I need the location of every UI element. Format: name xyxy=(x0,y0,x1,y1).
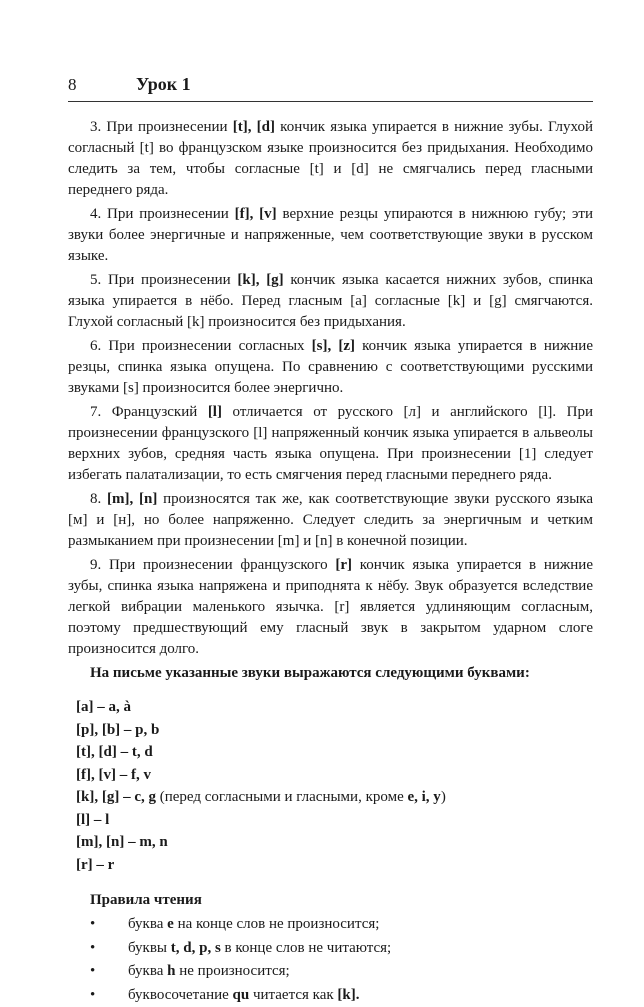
bold-text: e, i, y xyxy=(407,789,440,805)
paragraph-f-v xyxy=(68,204,593,267)
sound-letter-item xyxy=(76,809,593,832)
text-run: кончик языка упирается в нижние зубы, спинка языка напряжена и приподнята к нёбу. Звук образуется вследствие легкой вибрации маленького язычка. [r] является удлиняющим согласным, поэтому предшествующий ему гласный звук в закрытом ударном слоге произносится долго. xyxy=(68,557,593,657)
text-run: читается как xyxy=(249,987,337,1003)
paragraph-m-n xyxy=(68,489,593,552)
reading-rules-title: Правила чтения xyxy=(90,890,593,911)
reading-rule-item xyxy=(68,984,593,1007)
paragraph-l xyxy=(68,402,593,486)
text-run: кончик языка упирается в нижние зубы. Глухой согласный [t] во французском языке произносится без придыхания. Необходимо следить за тем, чтобы согласные [t] и [d] не смягчались перед гласными переднего ряда. xyxy=(68,119,593,198)
text-run: 9. При произнесении французского xyxy=(90,557,335,573)
text-run: не произносится; xyxy=(175,963,289,979)
bullet-icon: • xyxy=(90,960,95,984)
sound-letter-item xyxy=(76,764,593,787)
bold-text: [p], [b] – p, b xyxy=(76,722,159,738)
text-run: буквосочетание xyxy=(128,987,233,1003)
bold-text: [l] xyxy=(208,404,222,420)
bullet-icon: • xyxy=(90,937,95,961)
text-run: буква xyxy=(128,963,167,979)
reading-rule-item xyxy=(68,937,593,961)
text-run: произносятся так же, как соответствующие звуки русского языка [м] и [н], но более напряженно. Следует следить за энергичным и четким размыканием при произнесении [m] и [n] в конечной позиции. xyxy=(68,491,593,549)
text-run: буквы xyxy=(128,940,171,956)
text-run: 7. Французский xyxy=(90,404,208,420)
bold-text: h xyxy=(167,963,175,979)
text-run: буква xyxy=(128,916,167,932)
text-run: 8. xyxy=(90,491,107,507)
paragraph-s-z xyxy=(68,336,593,399)
bold-text: [t], [d] xyxy=(233,119,275,135)
bold-text: [t], [d] – t, d xyxy=(76,744,153,760)
text-run: 4. При произнесении xyxy=(90,206,235,222)
paragraph-r xyxy=(68,555,593,660)
reading-rules-list xyxy=(68,913,593,1007)
bold-text: [l] – l xyxy=(76,812,109,828)
bold-text: [s], [z] xyxy=(312,338,355,354)
text-run: на конце слов не произносится; xyxy=(174,916,380,932)
text-run: ) xyxy=(441,789,446,805)
bold-text: [k], [g] xyxy=(237,272,283,288)
lesson-title: Урок 1 xyxy=(136,74,191,94)
bullet-icon: • xyxy=(90,913,95,937)
bold-text: [k]. xyxy=(337,987,359,1003)
reading-rule-item xyxy=(68,960,593,984)
bold-text: e xyxy=(167,916,174,932)
sound-letter-list xyxy=(76,696,593,876)
bullet-icon: • xyxy=(90,984,95,1007)
header-rule xyxy=(68,101,593,102)
text-run: кончик языка касается нижних зубов, спинка языка упирается в нёбо. Перед гласным [a] согласные [k] и [g] смягчаются. Глухой согласный [k] произносится без придыхания. xyxy=(68,272,593,330)
text-run: (перед согласными и гласными, кроме xyxy=(156,789,408,805)
bold-text: t, d, p, s xyxy=(171,940,221,956)
bold-text: qu xyxy=(233,987,250,1003)
bold-text: [r] – r xyxy=(76,857,114,873)
bold-text: [a] – a, à xyxy=(76,699,131,715)
page-header xyxy=(68,74,191,95)
sound-letter-item xyxy=(76,696,593,719)
reading-rule-item xyxy=(68,913,593,937)
sound-letter-item xyxy=(76,741,593,764)
text-run: 5. При произнесении xyxy=(90,272,237,288)
page-content xyxy=(68,117,593,1007)
bold-text: [f], [v] xyxy=(235,206,277,222)
bold-text: [k], [g] – c, g xyxy=(76,789,156,805)
sound-letter-item xyxy=(76,854,593,877)
text-run: 3. При произнесении xyxy=(90,119,233,135)
bold-text: [r] xyxy=(335,557,352,573)
summary-heading: На письме указанные звуки выражаются следующими буквами: xyxy=(68,663,593,684)
sound-letter-item xyxy=(76,831,593,854)
page-number: 8 xyxy=(68,75,136,95)
bold-text: [m], [n] – m, n xyxy=(76,834,168,850)
bold-text: [m], [n] xyxy=(107,491,157,507)
text-run: верхние резцы упираются в нижнюю губу; эти звуки более энергичные и напряженные, чем соответствующие звуки в русском языке. xyxy=(68,206,593,264)
bold-text: [f], [v] – f, v xyxy=(76,767,151,783)
paragraph-t-d xyxy=(68,117,593,201)
text-run: в конце слов не читаются; xyxy=(221,940,391,956)
sound-letter-item xyxy=(76,719,593,742)
text-run: отличается от русского [л] и английского [l]. При произнесении французского [l] напряженный кончик языка упирается в альвеолы верхних зубов, средняя часть языка опущена. При произнесении [1] следует избегать палатализации, то есть смягчения перед гласными переднего ряда. xyxy=(68,404,593,483)
paragraph-k-g xyxy=(68,270,593,333)
sound-letter-item xyxy=(76,786,593,809)
phonetics-paragraphs xyxy=(68,117,593,660)
text-run: 6. При произнесении согласных xyxy=(90,338,312,354)
text-run: кончик языка упирается в нижние резцы, спинка языка опущена. По сравнению с соответствующими русскими звуками [s] произносится более энергично. xyxy=(68,338,593,396)
